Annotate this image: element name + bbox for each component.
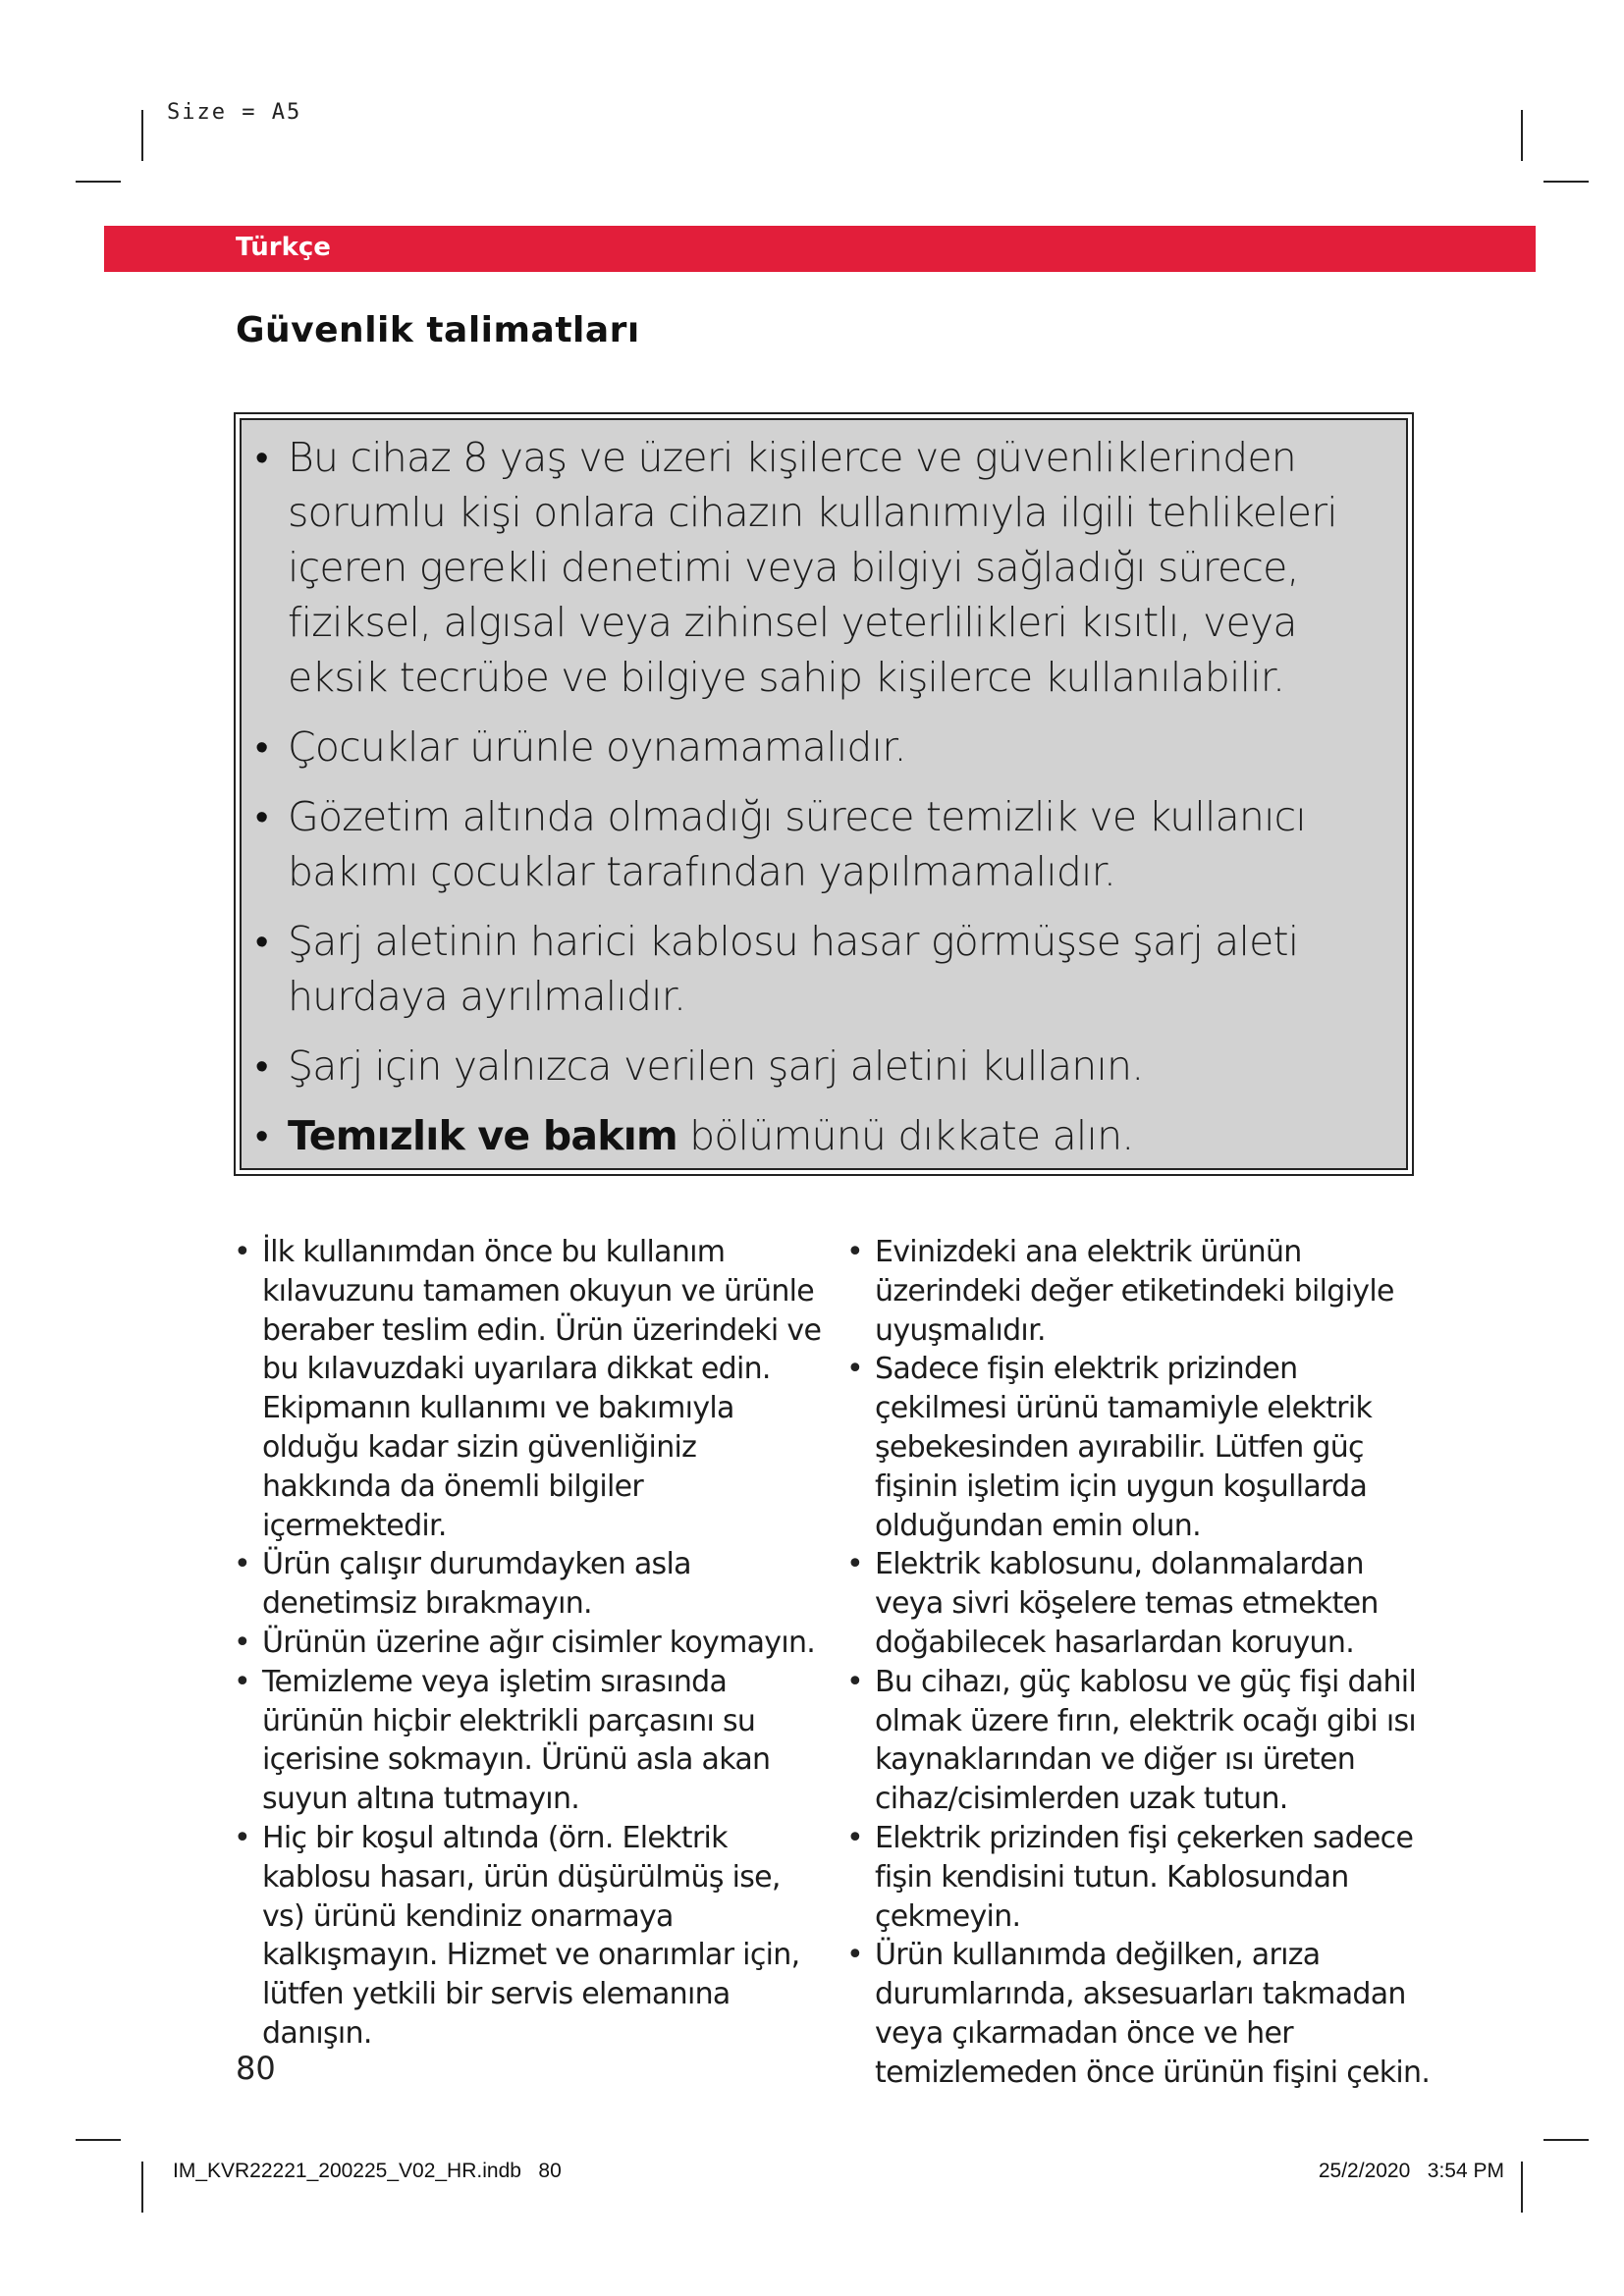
list-item: • Temizleme veya işletim sırasında ürünün hiçbir elektrikli parçasını su içerisine sokmayın. Ürünü asla akan suyun altına tutmayın. bbox=[234, 1664, 771, 1817]
left-column bbox=[234, 1233, 823, 2054]
crop-mark-top-right-v bbox=[1521, 110, 1523, 161]
bullet-icon: • bbox=[846, 1938, 863, 1973]
bullet-icon: • bbox=[234, 1547, 250, 1582]
list-item: • Elektrik kablosunu, dolanmalardan veya sivri köşelere temas etmekten doğabilecek hasarlardan koruyun. bbox=[846, 1547, 1379, 1660]
left-instructions-list bbox=[234, 1233, 823, 2054]
warning-item: • Şarj aletinin harici kablosu hasar görmüşse şarj aleti hurdaya ayrılmalıdır. bbox=[255, 914, 1388, 1024]
list-item: • Sadece fişin elektrik prizinden çekilmesi ürünü tamamiyle elektrik şebekesinden ayırabilir. Lütfen güç fişinin işletim için uygun koşullarda olduğundan emin olun. bbox=[846, 1352, 1373, 1543]
right-column bbox=[846, 1233, 1435, 2093]
list-item: • Bu cihazı, güç kablosu ve güç fişi dahil olmak üzere fırın, elektrik ocağı gibi ısı kaynaklarından ve diğer ısı üreten cihaz/cisimlerden uzak tutun. bbox=[846, 1664, 1417, 1817]
list-item: • Evinizdeki ana elektrik ürünün üzerindeki değer etiketindeki bilgiyle uyuşmalıdır. bbox=[846, 1235, 1394, 1348]
warning-item: • Gözetim altında olmadığı sürece temizlik ve kullanıcı bakımı çocuklar tarafından yapılmamalıdır. bbox=[255, 789, 1388, 899]
size-label: Size = A5 bbox=[167, 100, 302, 125]
bullet-icon: • bbox=[255, 1044, 268, 1088]
warning-box bbox=[234, 412, 1414, 1176]
warning-list bbox=[255, 430, 1388, 1163]
right-instructions-list bbox=[846, 1233, 1435, 2093]
list-item: • Hiç bir koşul altında (örn. Elektrik kablosu hasarı, ürün düşürülmüş ise, vs) ürünü kendiniz onarmaya kalkışmayın. Hizmet ve onarımlar için, lütfen yetkili bir servis elemanına danışın. bbox=[234, 1820, 800, 2051]
bullet-icon: • bbox=[255, 725, 268, 769]
bullet-icon: • bbox=[846, 1820, 863, 1855]
page-number: 80 bbox=[236, 2050, 276, 2087]
language-label: Türkçe bbox=[236, 233, 331, 262]
bullet-icon: • bbox=[234, 1664, 250, 1699]
warning-box-inner bbox=[240, 418, 1408, 1170]
bullet-icon: • bbox=[255, 436, 268, 479]
crop-mark-top-right-h bbox=[1543, 181, 1589, 183]
bullet-icon: • bbox=[846, 1547, 863, 1582]
bullet-icon: • bbox=[255, 795, 268, 838]
crop-mark-bottom-left-h bbox=[76, 2139, 121, 2141]
footer-file-name: IM_KVR22221_200225_V02_HR.indb 80 bbox=[173, 2160, 562, 2182]
list-item: • Ürünün üzerine ağır cisimler koymayın. bbox=[234, 1624, 823, 1663]
crop-mark-top-left-v bbox=[141, 110, 143, 161]
warning-item: • Bu cihaz 8 yaş ve üzeri kişilerce ve güvenliklerinden sorumlu kişi onlara cihazın kullanımıyla ilgili tehlikeleri içeren gerekli denetimi veya bilgiyi sağladığı sürece, fiziksel, algısal veya zihinsel yeterlilikleri kısıtlı, veya eksik tecrübe ve bilgiye sahip kişilerce kullanılabilir. bbox=[255, 430, 1388, 705]
section-title: Güvenlik talimatları bbox=[236, 310, 640, 350]
bullet-icon: • bbox=[846, 1235, 863, 1269]
bullet-icon: • bbox=[846, 1664, 863, 1699]
footer-datetime: 25/2/2020 3:54 PM bbox=[1318, 2160, 1504, 2182]
bullet-icon: • bbox=[234, 1235, 250, 1269]
list-item: • Ürün kullanımda değilken, arıza durumlarında, aksesuarları takmadan veya çıkarmadan önce ve her temizlemeden önce ürünün fişini çekin. bbox=[846, 1938, 1431, 2090]
bullet-icon: • bbox=[234, 1625, 250, 1660]
crop-mark-bottom-right-v bbox=[1521, 2162, 1523, 2213]
bullet-icon: • bbox=[255, 920, 268, 963]
bullet-icon: • bbox=[255, 1114, 268, 1157]
language-bar bbox=[104, 226, 1536, 272]
warning-item: • Çocuklar ürünle oynamamalıdır. bbox=[255, 720, 1388, 774]
warning-item-emphasis: Temızlık ve bakım bbox=[288, 1112, 677, 1159]
bullet-icon: • bbox=[846, 1352, 863, 1387]
crop-mark-top-left-h bbox=[76, 181, 121, 183]
list-item: • Ürün çalışır durumdayken asla denetimsiz bırakmayın. bbox=[234, 1547, 691, 1622]
bullet-icon: • bbox=[234, 1820, 250, 1855]
list-item: • Elektrik prizinden fişi çekerken sadece fişin kendisini tutun. Kablosundan çekmeyin. bbox=[846, 1820, 1414, 1934]
warning-item: • Şarj için yalnızca verilen şarj aletini kullanın. bbox=[255, 1039, 1388, 1094]
warning-item: • Temızlık ve bakım bölümünü dıkkate alın. bbox=[255, 1108, 1388, 1163]
crop-mark-bottom-right-h bbox=[1543, 2139, 1589, 2141]
crop-mark-bottom-left-v bbox=[141, 2162, 143, 2213]
list-item: • İlk kullanımdan önce bu kullanım kılavuzunu tamamen okuyun ve ürünle beraber teslim edin. Ürün üzerindeki ve bu kılavuzdaki uyarılara dikkat edin. Ekipmanın kullanımı ve bakımıyla olduğu kadar sizin güvenliğiniz hakkında da önemli bilgiler içermektedir. bbox=[234, 1235, 822, 1543]
